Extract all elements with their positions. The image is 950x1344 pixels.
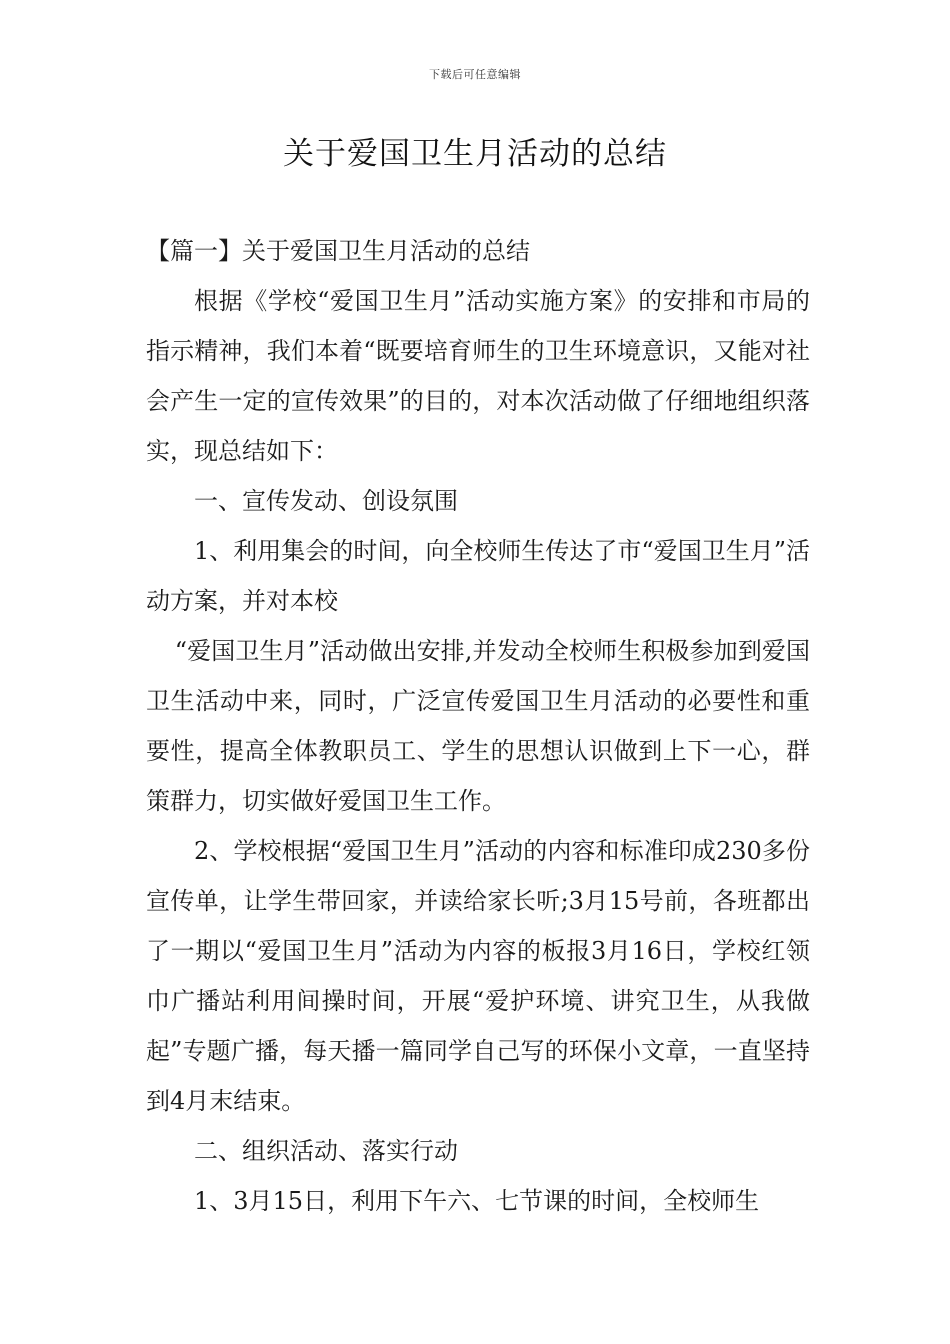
section-heading-1: 一、宣传发动、创设氛围 (194, 487, 458, 515)
paragraph-item-1-1-continued: “爱国卫生月”活动做出安排,并发动全校师生积极参加到爱国卫生活动中来，同时，广泛宣传爱国卫生月活动的必要性和重要性，提高全体教职员工、学生的思想认识做到上下一心，群策群力，切实做好爱国卫生工作。 (146, 637, 810, 815)
sub-title: 【篇一】关于爱国卫生月活动的总结 (146, 237, 530, 265)
section-heading-2: 二、组织活动、落实行动 (194, 1137, 458, 1165)
paragraph-item-1-2: 2、学校根据“爱国卫生月”活动的内容和标准印成230多份宣传单，让学生带回家，并读给家长听;3月15号前，各班都出了一期以“爱国卫生月”活动为内容的板报3月16日，学校红领巾广播站利用间操时间，开展“爱护环境、讲究卫生，从我做起”专题广播，每天播一篇同学自己写的环保小文章，一直坚持到4月末结束。 (146, 837, 810, 1115)
paragraph-item-2-1: 1、3月15日，利用下午六、七节课的时间，全校师生 (194, 1187, 760, 1215)
paragraph-intro: 根据《学校“爱国卫生月”活动实施方案》的安排和市局的指示精神，我们本着“既要培育师生的卫生环境意识，又能对社会产生一定的宣传效果”的目的，对本次活动做了仔细地组织落实，现总结如下： (146, 287, 810, 465)
document-body (146, 226, 810, 1226)
paragraph-item-1-1: 1、利用集会的时间，向全校师生传达了市“爱国卫生月”活动方案，并对本校 (146, 537, 810, 615)
document-title: 关于爱国卫生月活动的总结 (283, 136, 667, 172)
header-note: 下载后可任意编辑 (429, 68, 521, 81)
